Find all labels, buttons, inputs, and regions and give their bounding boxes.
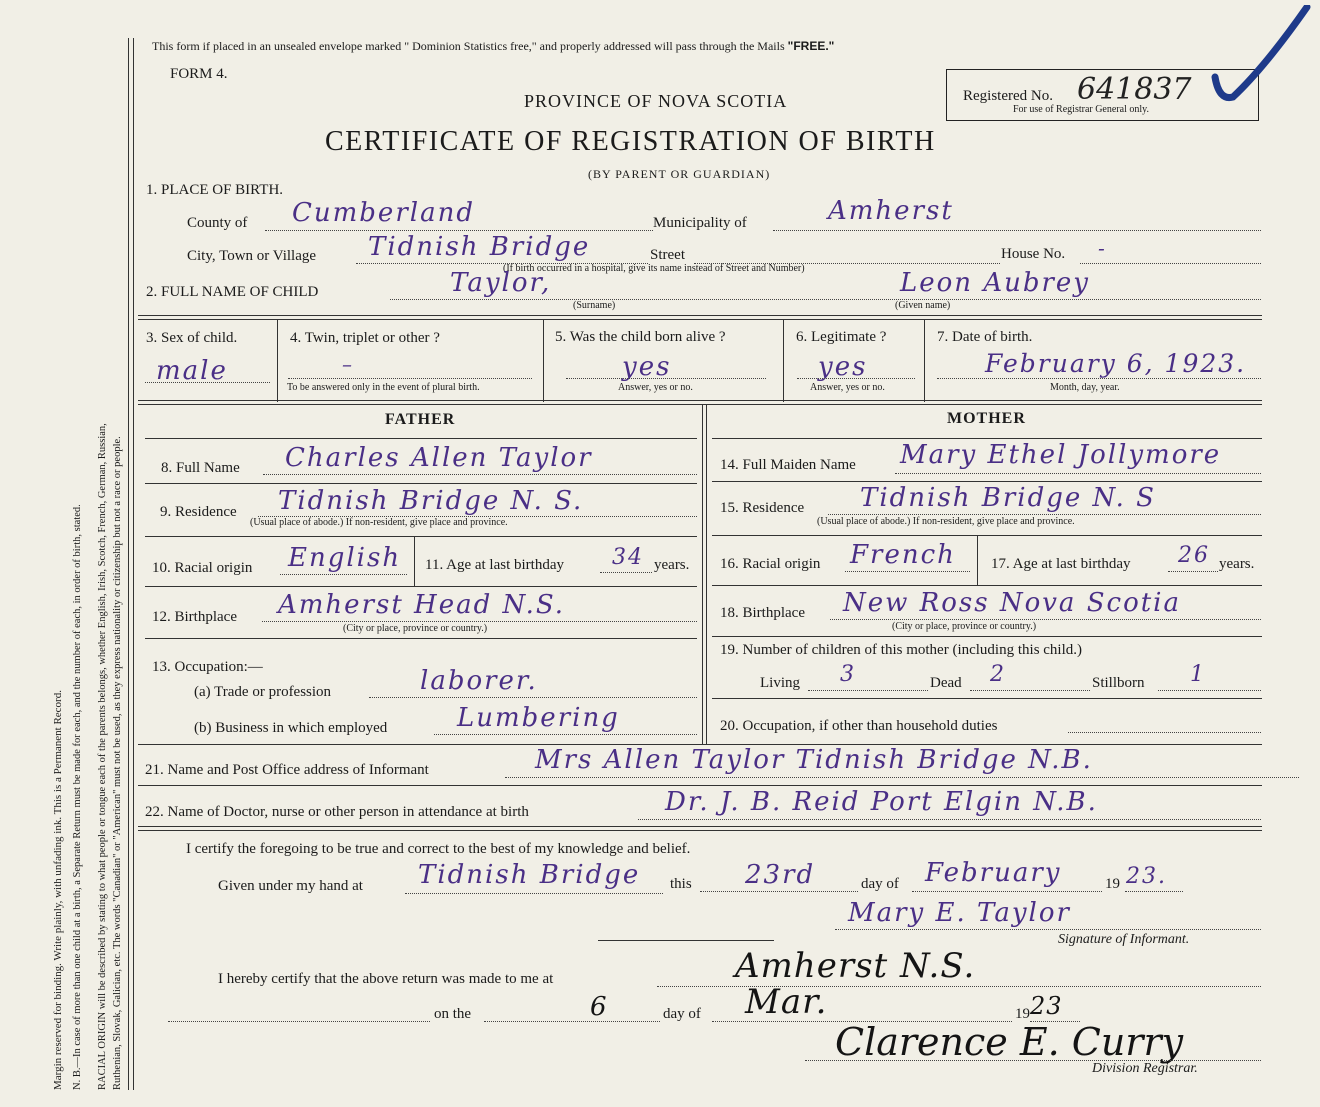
registrar-certify-line: I hereby certify that the above return was made to me at [218,971,554,987]
living-label: Living [760,675,800,691]
father-name-value: Charles Allen Taylor [285,443,593,473]
certify-month-value: February [925,858,1062,888]
registrar-year-value: 23 [1030,992,1063,1020]
stillborn-label: Stillborn [1092,675,1145,691]
province-title: PROVINCE OF NOVA SCOTIA [524,91,788,111]
registered-number: 641837 [1077,72,1192,107]
stillborn-value: 1 [1190,662,1206,687]
legitimate-note: Answer, yes or no. [810,382,885,393]
registrar-signature: Clarence E. Curry [835,1020,1184,1064]
street-label: Street [650,247,685,263]
certify-year-value: 23. [1126,864,1167,889]
mother-occupation-label: 20. Occupation, if other than household duties [720,718,998,734]
father-occupation-label: 13. Occupation:— [152,659,263,675]
mother-children-label: 19. Number of children of this mother (including this child.) [720,642,1083,658]
informant-label: 21. Name and Post Office address of Informant [145,762,429,778]
mother-name-value: Mary Ethel Jollymore [900,440,1222,470]
father-residence-label: 9. Residence [160,504,237,520]
father-residence-value: Tidnish Bridge N. S. [278,486,584,516]
margin-note-4: Ruthenian, Slovak, Galician, etc. The words "Canadian" or "American" must not be used, as they express nationality or citizenship but not a race or people. [112,436,123,1090]
given-under-label: Given under my hand at [218,878,363,894]
alive-note: Answer, yes or no. [618,382,693,393]
father-race-label: 10. Racial origin [152,560,253,576]
registrar-place-value: Amherst N.S. [735,946,976,986]
father-trade-label: (a) Trade or profession [194,684,332,700]
living-value: 3 [840,662,856,687]
legitimate-value: yes [818,352,868,382]
registrar-note: For use of Registrar General only. [1013,104,1149,115]
mother-age-unit: years. [1219,556,1255,572]
mother-heading: MOTHER [947,410,1026,427]
informant-value: Mrs Allen Taylor Tidnish Bridge N.B. [535,745,1093,775]
dead-value: 2 [990,662,1006,687]
municipality-value: Amherst [828,196,954,226]
municipality-label: Municipality of [653,215,747,231]
doctor-value: Dr. J. B. Reid Port Elgin N.B. [665,787,1098,817]
registrar-day-of-label: day of [663,1006,701,1022]
mother-birthplace-label: 18. Birthplace [720,605,805,621]
dead-label: Dead [930,675,962,691]
twin-label: 4. Twin, triplet or other ? [290,330,440,346]
house-label: House No. [1001,246,1066,262]
this-label: this [670,876,692,892]
given-place-value: Tidnish Bridge [418,860,641,890]
mother-age-value: 26 [1178,543,1210,568]
father-birthplace-label: 12. Birthplace [152,609,237,625]
mother-name-label: 14. Full Maiden Name [720,457,856,473]
hospital-note: (If birth occurred in a hospital, give its name instead of Street and Number) [503,263,805,274]
father-business-label: (b) Business in which employed [194,720,388,736]
father-residence-note: (Usual place of abode.) If non-resident, give place and province. [250,517,508,528]
mother-birthplace-value: New Ross Nova Scotia [843,588,1181,618]
on-the-label: on the [434,1006,472,1022]
registered-label: Registered No. [963,88,1053,104]
twin-value: – [342,352,354,376]
house-value: - [1098,236,1107,260]
father-age-value: 34 [612,545,644,570]
father-birthplace-value: Amherst Head N.S. [278,590,566,620]
father-race-value: English [288,543,402,573]
child-name-label: 2. FULL NAME OF CHILD [146,284,319,300]
certificate-subtitle: (BY PARENT OR GUARDIAN) [588,167,771,181]
margin-note-2: N. B.—In case of more than one child at a birth, a Separate Return must be made for each, and the number of each, in order of birth, stated. [72,504,83,1090]
informant-signature: Mary E. Taylor [848,898,1071,928]
given-name-caption: (Given name) [895,300,951,311]
dob-label: 7. Date of birth. [937,329,1033,345]
sex-value: male [156,356,228,386]
father-birthplace-note: (City or place, province or country.) [343,623,488,634]
mother-residence-value: Tidnish Bridge N. S [860,483,1156,513]
county-value: Cumberland [292,198,475,228]
informant-signature-label: Signature of Informant. [1058,932,1190,947]
alive-value: yes [622,352,672,382]
father-business-value: Lumbering [457,703,620,733]
mother-race-label: 16. Racial origin [720,556,821,572]
father-trade-value: laborer. [420,666,538,696]
father-age-unit: years. [654,557,690,573]
mother-race-value: French [850,540,956,570]
margin-note-3: RACIAL ORIGIN will be described by stating to what people or tongue each of the parents belongs, whether English, Irish, Scotch, French, German, Russian, [97,423,108,1090]
certify-day-of-label: day of [861,876,899,892]
father-name-label: 8. Full Name [161,460,240,476]
alive-label: 5. Was the child born alive ? [555,329,726,345]
registrar-month-value: Mar. [745,982,828,1022]
dob-note: Month, day, year. [1050,382,1120,393]
margin-note-1: Margin reserved for binding. Write plainly, with unfading ink. This is a Permanent Record. [52,690,64,1090]
dob-value: February 6, 1923. [985,349,1247,378]
child-surname: Taylor, [450,268,552,298]
certificate-title: CERTIFICATE OF REGISTRATION OF BIRTH [325,126,936,157]
mother-residence-note: (Usual place of abode.) If non-resident, give place and province. [817,516,1075,527]
certify-year-prefix: 19 [1105,876,1120,892]
check-mark-icon [1205,5,1315,105]
county-label: County of [187,215,248,231]
form-number: FORM 4. [170,66,228,82]
father-age-label: 11. Age at last birthday [425,557,564,573]
legitimate-label: 6. Legitimate ? [796,329,887,345]
place-heading: 1. PLACE OF BIRTH. [146,182,284,198]
surname-caption: (Surname) [573,300,616,311]
mother-age-label: 17. Age at last birthday [991,556,1131,572]
twin-note: To be answered only in the event of plural birth. [287,382,480,393]
city-value: Tidnish Bridge [368,232,591,262]
child-given-name: Leon Aubrey [900,268,1090,298]
registrar-year-prefix: 19 [1015,1006,1030,1022]
city-label: City, Town or Village [187,248,317,264]
doctor-label: 22. Name of Doctor, nurse or other person in attendance at birth [145,804,529,820]
registrar-day-value: 6 [590,992,608,1022]
father-heading: FATHER [385,411,456,428]
sex-label: 3. Sex of child. [146,330,238,346]
mother-residence-label: 15. Residence [720,500,805,516]
certify-line: I certify the foregoing to be true and correct to the best of my knowledge and belief. [186,841,691,857]
certify-day-value: 23rd [745,860,816,890]
mother-birthplace-note: (City or place, province or country.) [892,621,1037,632]
registrar-signature-label: Division Registrar. [1092,1061,1198,1076]
mail-note: This form if placed in an unsealed envelope marked " Dominion Statistics free," and properly addressed will pass through the Mails "FREE." [152,39,835,53]
